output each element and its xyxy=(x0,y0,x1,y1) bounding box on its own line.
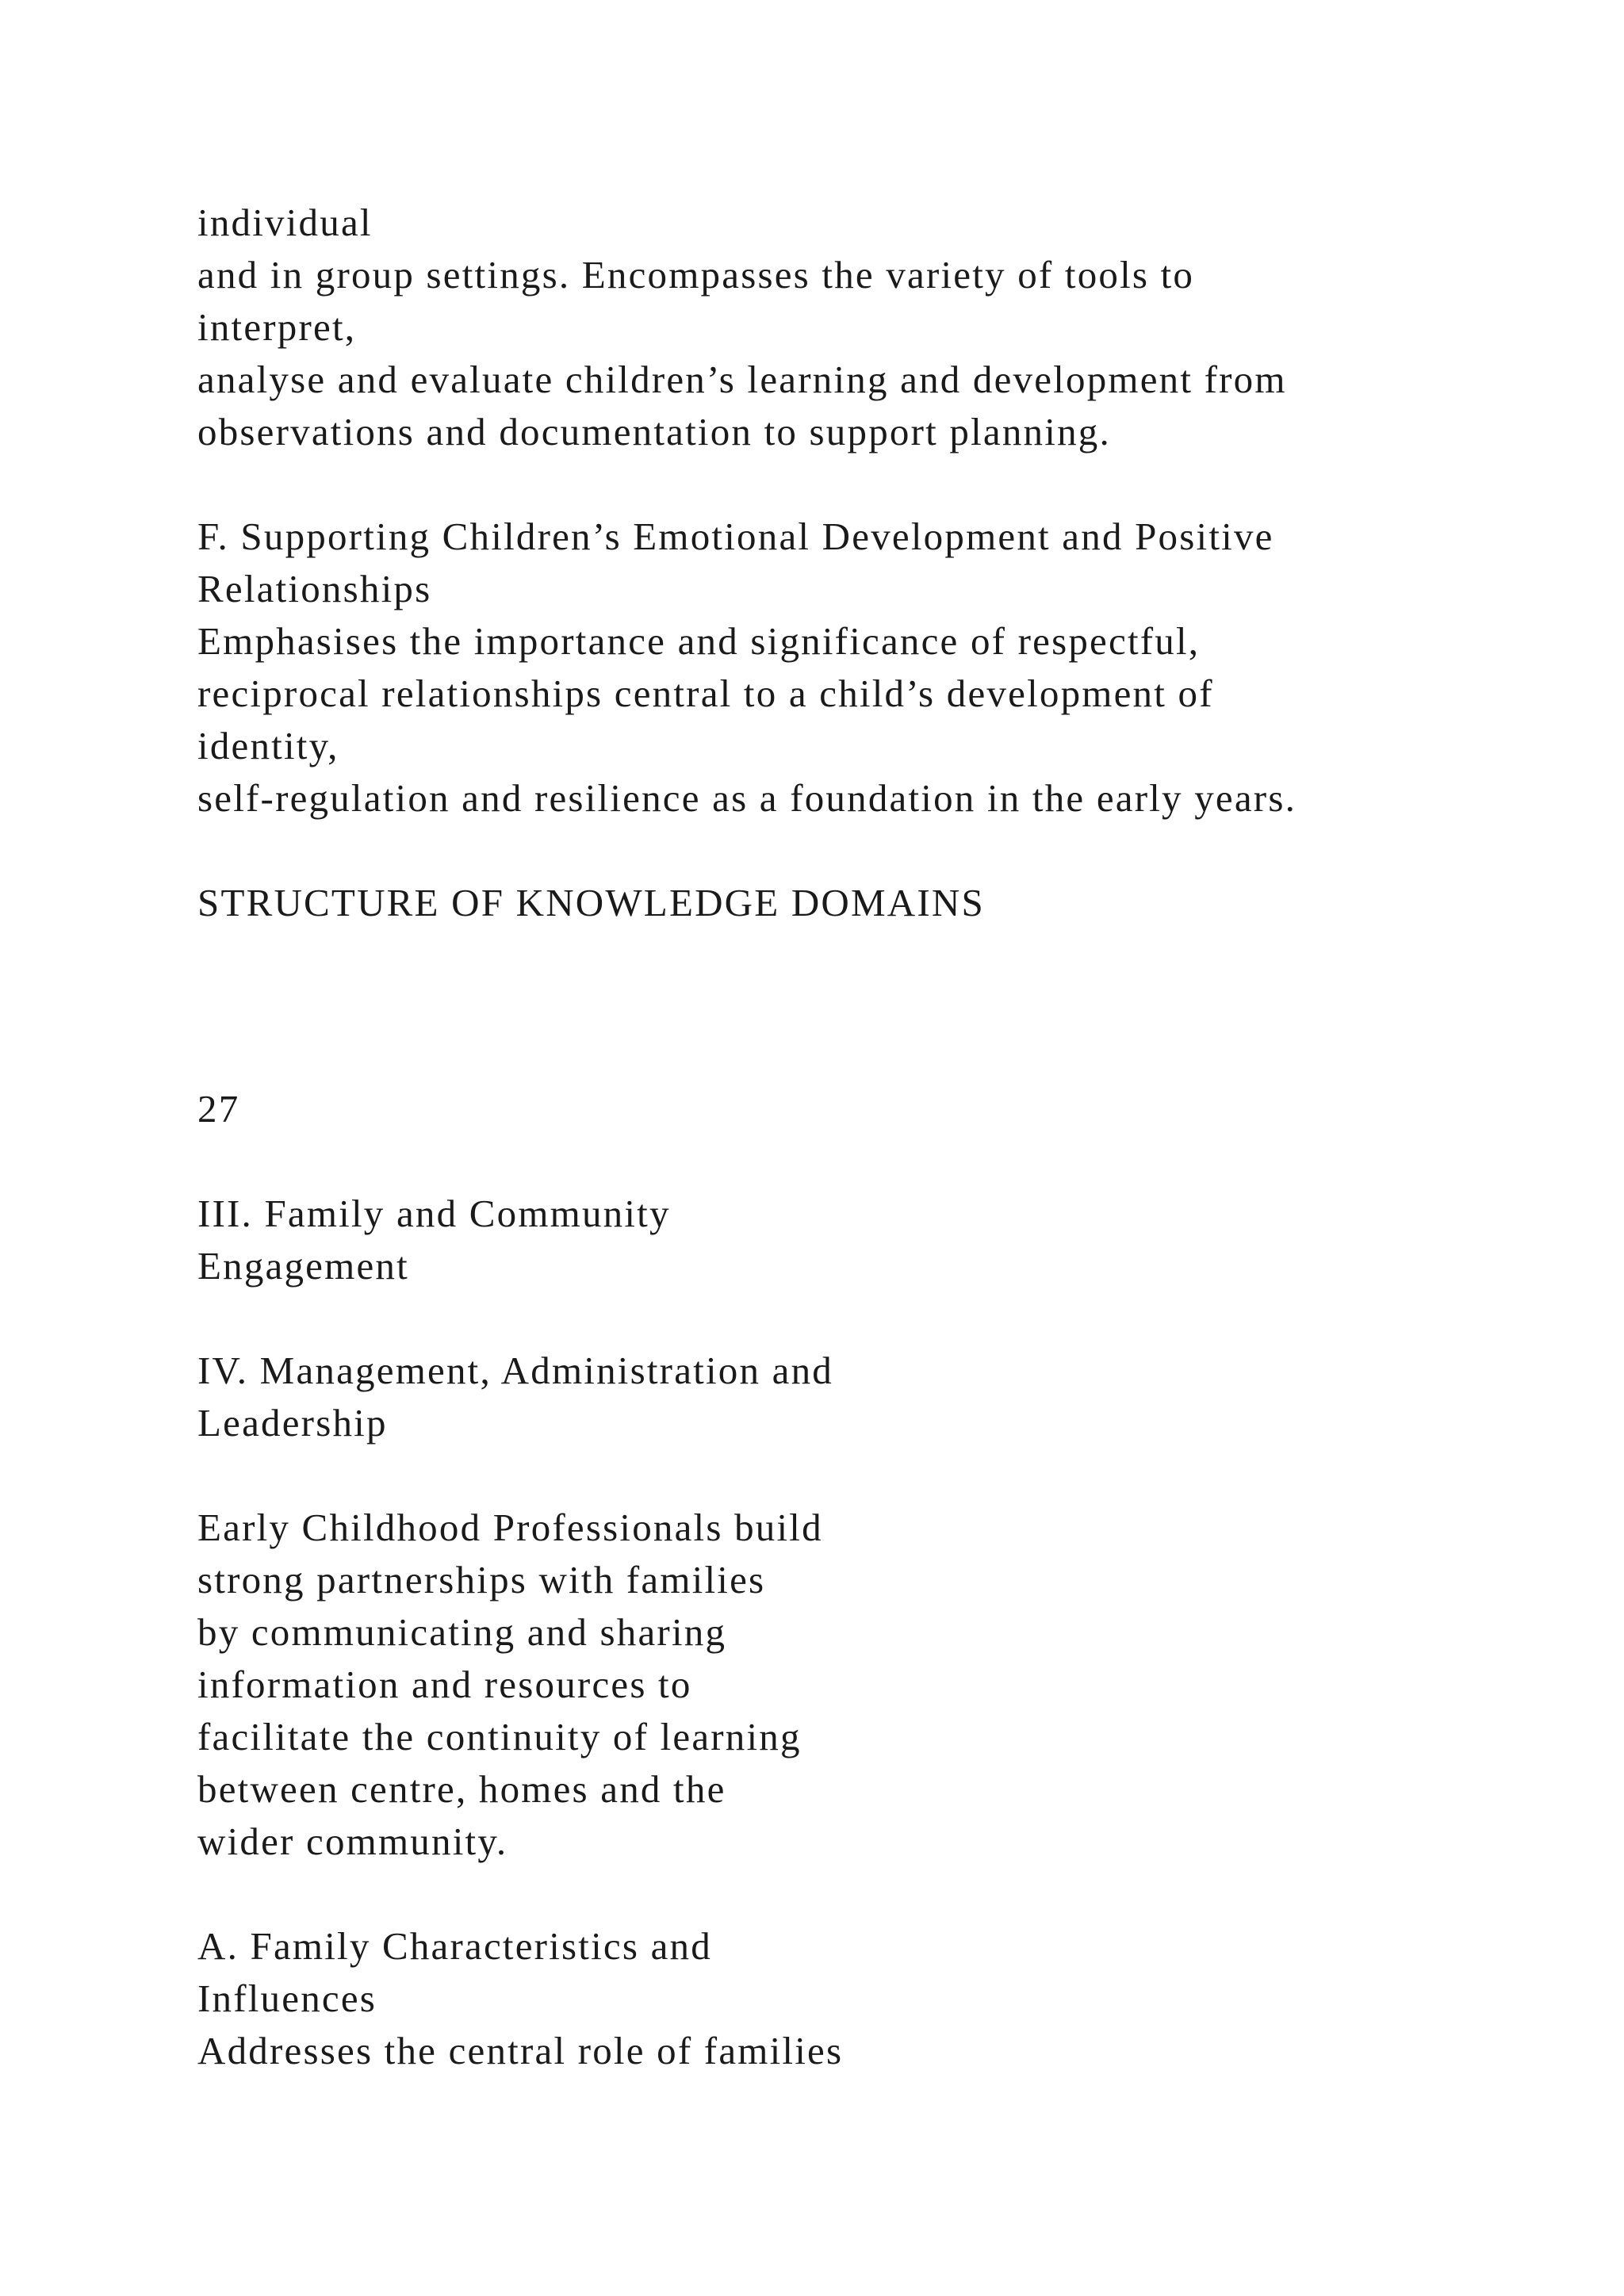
domain-iv-line-1: IV. Management, Administration and xyxy=(197,1349,833,1392)
intro-line-1: individual xyxy=(197,201,373,244)
intro-line-3: interpret, xyxy=(197,305,357,349)
section-f-body-line-2: reciprocal relationships central to a child’s development of xyxy=(197,672,1214,715)
section-a-heading-line-1: A. Family Characteristics and xyxy=(197,1924,712,1968)
domain-iii-line-2: Engagement xyxy=(197,1244,409,1288)
intro-line-4: analyse and evaluate children’s learning and development from xyxy=(197,358,1287,401)
section-a-body-line-1: Addresses the central role of families xyxy=(197,2029,844,2072)
description-line-2: strong partnerships with families xyxy=(197,1558,766,1601)
domain-iii-line-1: III. Family and Community xyxy=(197,1192,671,1235)
page-number: 27 xyxy=(197,1087,240,1131)
section-f-body-line-4: self-regulation and resilience as a foundation in the early years. xyxy=(197,776,1297,820)
intro-line-2: and in group settings. Encompasses the variety of tools to xyxy=(197,253,1195,297)
description-line-3: by communicating and sharing xyxy=(197,1610,727,1654)
description-line-5: facilitate the continuity of learning xyxy=(197,1715,802,1758)
description-line-1: Early Childhood Professionals build xyxy=(197,1506,823,1549)
section-a-heading-line-2: Influences xyxy=(197,1976,377,2020)
description-line-4: information and resources to xyxy=(197,1663,692,1706)
section-f-heading-line-2: Relationships xyxy=(197,567,432,610)
description-line-7: wider community. xyxy=(197,1820,508,1863)
section-f-body-line-3: identity, xyxy=(197,724,339,767)
section-f-heading-line-1: F. Supporting Children’s Emotional Development and Positive xyxy=(197,515,1274,558)
description-line-6: between centre, homes and the xyxy=(197,1767,726,1811)
intro-line-5: observations and documentation to support planning. xyxy=(197,410,1111,453)
section-f-body-line-1: Emphasises the importance and significance of respectful, xyxy=(197,619,1201,663)
structure-heading: STRUCTURE OF KNOWLEDGE DOMAINS xyxy=(197,881,985,924)
domain-iv-line-2: Leadership xyxy=(197,1401,388,1445)
